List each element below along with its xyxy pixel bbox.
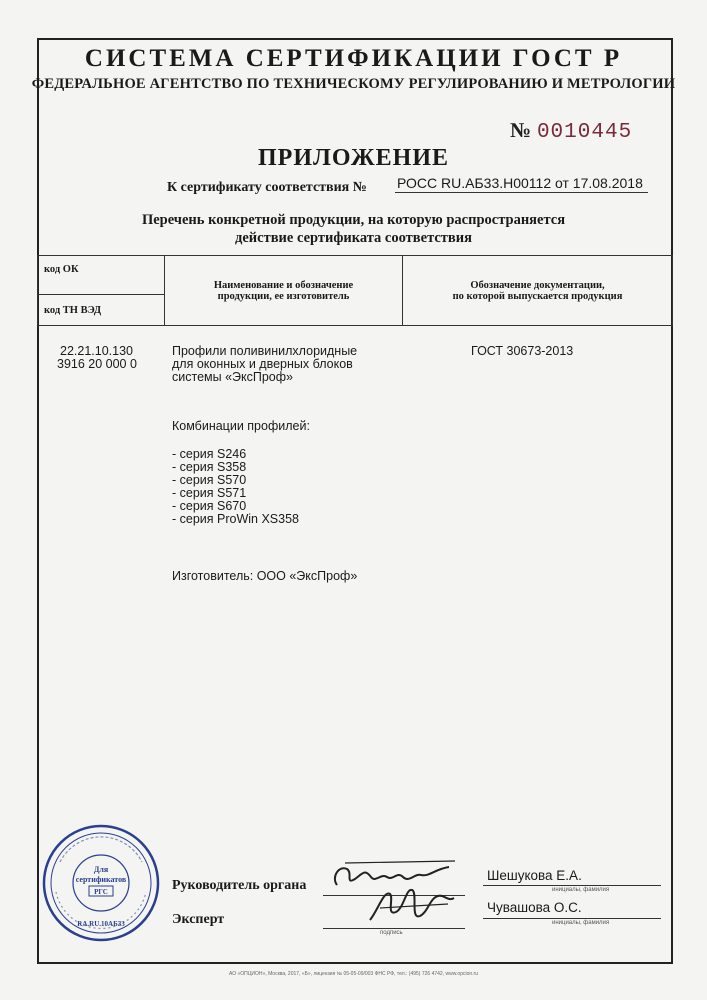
stamp-code: RA.RU.10АБ33 bbox=[77, 920, 125, 928]
expert-name-caption: инициалы, фамилия bbox=[552, 920, 610, 926]
expert-name: Чувашова О.С. bbox=[487, 900, 582, 915]
product-standard: ГОСТ 30673-2013 bbox=[471, 344, 574, 358]
intro-text bbox=[0, 211, 707, 247]
form-number-prefix: № bbox=[510, 118, 532, 142]
svg-text:РГС: РГС bbox=[94, 888, 108, 896]
document-title: ПРИЛОЖЕНИЕ bbox=[257, 145, 450, 171]
series-list bbox=[172, 448, 299, 526]
manufacturer: Изготовитель: ООО «ЭксПроф» bbox=[172, 569, 358, 583]
series-item: - серия S670 bbox=[172, 499, 247, 513]
stamp-line-1: Для bbox=[93, 865, 109, 874]
header-documentation-line-1: Обозначение документации, bbox=[470, 279, 605, 291]
header-product-name-line-1: Наименование и обозначение bbox=[213, 279, 354, 291]
series-item: - серия S358 bbox=[172, 460, 247, 474]
product-name-line-3: системы «ЭксПроф» bbox=[172, 370, 293, 384]
head-name-line bbox=[483, 885, 661, 886]
stamp-seal bbox=[40, 822, 162, 944]
intro-line-1: Перечень конкретной продукции, на которую распространяется bbox=[141, 212, 566, 228]
series-item: - серия ProWin XS358 bbox=[172, 512, 299, 526]
expert-name-line bbox=[483, 918, 661, 919]
intro-line-2: действие сертификата соответствия bbox=[235, 230, 472, 246]
header-product-name bbox=[165, 256, 403, 326]
head-label: Руководитель органа bbox=[172, 878, 307, 893]
head-name-caption: инициалы, фамилия bbox=[552, 887, 610, 893]
series-item: - серия S571 bbox=[172, 486, 247, 500]
product-name-line-1: Профили поливинилхлоридные bbox=[172, 344, 358, 358]
expert-signature bbox=[360, 880, 460, 930]
certificate-label: К сертификату соответствия № bbox=[167, 180, 367, 195]
expert-label: Эксперт bbox=[172, 912, 225, 927]
certificate-underline bbox=[395, 192, 648, 193]
stamp-line-2: сертификатов bbox=[75, 875, 127, 884]
head-name: Шешукова Е.А. bbox=[487, 868, 582, 883]
certificate-number: РОСС RU.АБ33.Н00112 от 17.08.2018 bbox=[397, 175, 643, 191]
product-name bbox=[172, 345, 357, 384]
form-number-value: 0010445 bbox=[536, 121, 633, 144]
header-documentation-line-2: по которой выпускается продукция bbox=[452, 290, 623, 302]
header-code-ok: код ОК bbox=[38, 256, 165, 295]
printer-footer: АО «ОПЦИОН», Москва, 2017, «Б», лицензия № 05-05-09/003 ФНС РФ, тел.: (495) 726 4742, www.opcion.ru bbox=[228, 971, 479, 977]
header-product-name-line-2: продукции, ее изготовитель bbox=[217, 290, 350, 302]
agency-title: ФЕДЕРАЛЬНОЕ АГЕНТСТВО ПО ТЕХНИЧЕСКОМУ РЕГУЛИРОВАНИЮ И МЕТРОЛОГИИ bbox=[31, 76, 676, 92]
series-item: - серия S246 bbox=[172, 447, 247, 461]
product-name-line-2: для оконных и дверных блоков bbox=[172, 357, 353, 371]
header-code-tn: код ТН ВЭД bbox=[38, 295, 165, 326]
product-table-header bbox=[37, 255, 673, 326]
product-code-tn: 3916 20 000 0 bbox=[57, 357, 137, 371]
expert-sign-line bbox=[323, 928, 465, 929]
profile-combinations-label: Комбинации профилей: bbox=[172, 419, 310, 433]
series-item: - серия S570 bbox=[172, 473, 247, 487]
expert-sign-caption: подпись bbox=[380, 930, 403, 936]
system-title: СИСТЕМА СЕРТИФИКАЦИИ ГОСТ Р bbox=[84, 45, 623, 72]
form-number bbox=[510, 118, 632, 144]
header-documentation bbox=[403, 256, 673, 326]
product-code-ok: 22.21.10.130 bbox=[60, 344, 133, 358]
